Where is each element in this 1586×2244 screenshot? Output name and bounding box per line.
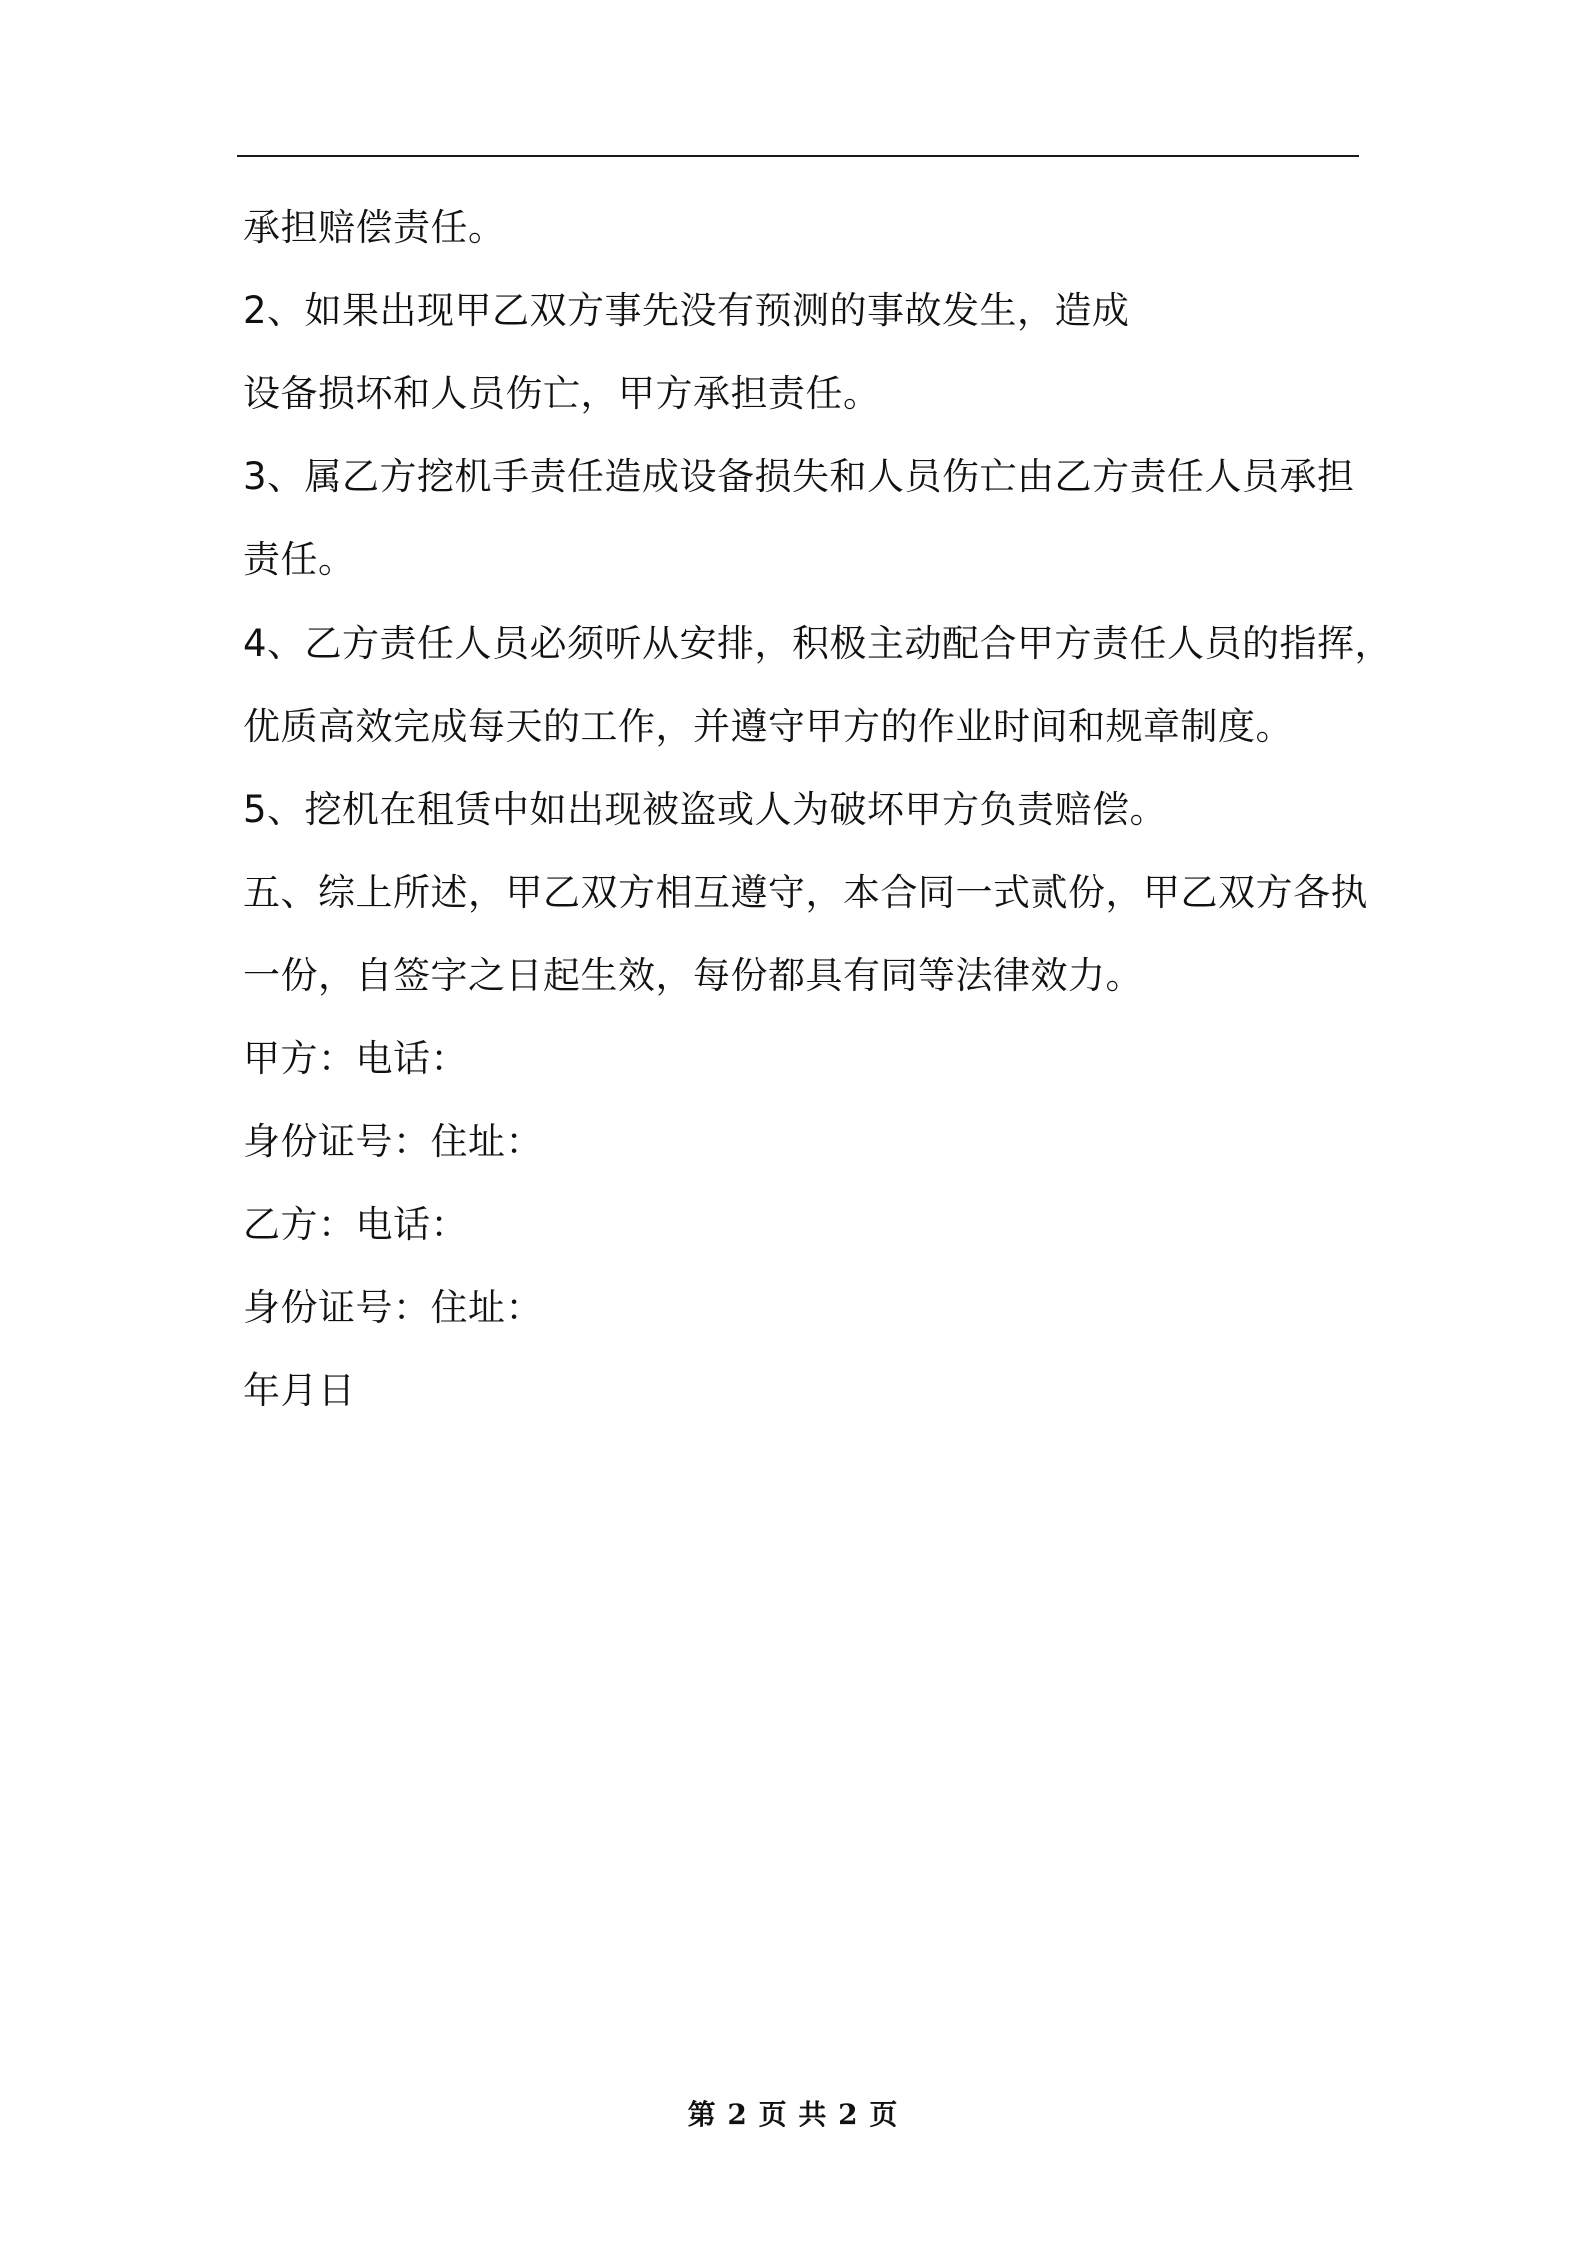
signature-date: 年月日	[243, 1369, 356, 1412]
clause-2-line-1: 2、如果出现甲乙双方事先没有预测的事故发生，造成	[243, 289, 1130, 332]
party-a-id-address: 身份证号：住址：	[243, 1120, 543, 1163]
clause-3-line-1: 3、属乙方挖机手责任造成设备损失和人员伤亡由乙方责任人员承担	[243, 455, 1355, 498]
header-rule	[237, 155, 1359, 157]
clause-5-line: 5、挖机在租赁中如出现被盗或人为破坏甲方负责赔偿。	[243, 788, 1168, 831]
clause-2-line-2: 设备损坏和人员伤亡，甲方承担责任。	[243, 372, 881, 415]
section-5-line-1: 五、综上所述，甲乙双方相互遵守，本合同一式贰份，甲乙双方各执	[243, 871, 1368, 914]
party-b-id-address: 身份证号：住址：	[243, 1286, 543, 1329]
clause-4-line-1: 4、乙方责任人员必须听从安排，积极主动配合甲方责任人员的指挥，	[243, 622, 1393, 665]
party-a-phone: 甲方：电话：	[243, 1037, 468, 1080]
page-number: 第 2 页 共 2 页	[687, 2098, 899, 2131]
section-5-line-2: 一份，自签字之日起生效，每份都具有同等法律效力。	[243, 954, 1143, 997]
party-b-phone: 乙方：电话：	[243, 1203, 468, 1246]
text-line: 承担赔偿责任。	[243, 206, 506, 249]
clause-4-line-2: 优质高效完成每天的工作，并遵守甲方的作业时间和规章制度。	[243, 705, 1293, 748]
clause-3-line-2: 责任。	[243, 538, 356, 581]
